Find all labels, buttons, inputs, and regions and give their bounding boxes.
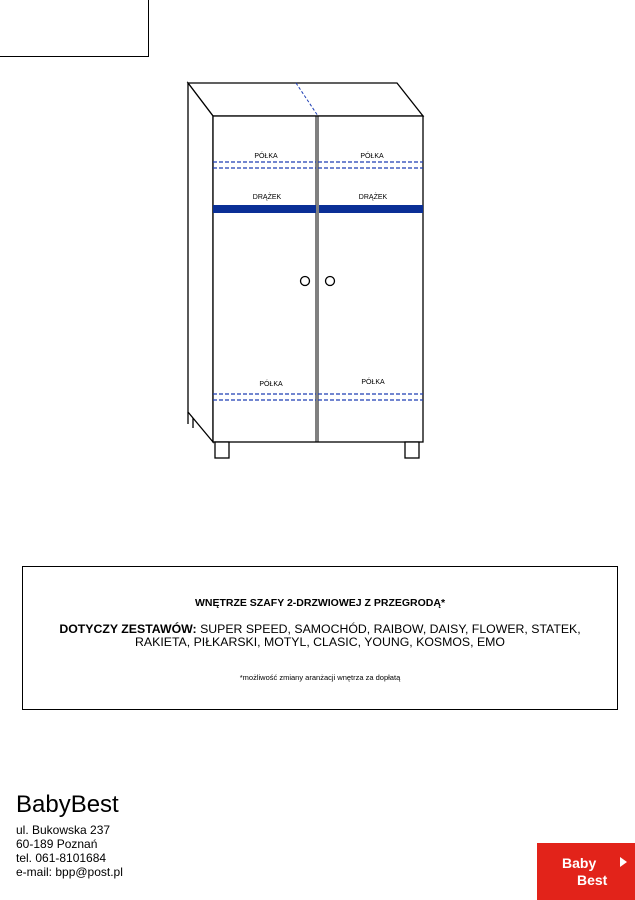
wardrobe-side bbox=[188, 83, 213, 442]
company-street: ul. Bukowska 237 bbox=[16, 823, 111, 837]
label-shelf-bottom-left: PÓŁKA bbox=[259, 381, 283, 388]
company-city: 60-189 Poznań bbox=[16, 837, 98, 851]
wardrobe-top bbox=[188, 83, 423, 116]
info-sets bbox=[33, 623, 607, 649]
babybest-logo bbox=[537, 843, 635, 900]
label-shelf-top-right: PÓŁKA bbox=[360, 153, 384, 160]
company-phone: tel. 061-8101684 bbox=[16, 851, 107, 865]
info-box bbox=[22, 566, 618, 710]
rail-right bbox=[319, 205, 423, 213]
knob-right bbox=[326, 277, 335, 286]
info-title: WNĘTRZE SZAFY 2-DRZWIOWEJ Z PRZEGRODĄ* bbox=[194, 597, 446, 609]
leg-front-left bbox=[215, 442, 229, 458]
label-shelf-top-left: PÓŁKA bbox=[254, 153, 278, 160]
logo-arrow-icon bbox=[620, 857, 627, 867]
company-email: e-mail: bpp@post.pl bbox=[16, 865, 123, 879]
info-note: *możliwość zmiany aranżacji wnętrza za dopłatą bbox=[239, 673, 401, 682]
logo-line2: Best bbox=[577, 872, 608, 888]
leg-front-right bbox=[405, 442, 419, 458]
label-rail-left: DRĄŻEK bbox=[252, 194, 282, 201]
knob-left bbox=[301, 277, 310, 286]
company-address bbox=[16, 792, 123, 879]
label-shelf-bottom-right: PÓŁKA bbox=[361, 379, 385, 386]
info-sets-label: DOTYCZY ZESTAWÓW: bbox=[59, 622, 197, 636]
rail-left bbox=[213, 205, 316, 213]
info-sets-list: SUPER SPEED, SAMOCHÓD, RAIBOW, DAISY, FLOWER, STATEK, RAKIETA, PIŁKARSKI, MOTYL, CLASIC, YOUNG, KOSMOS, EMO bbox=[135, 622, 581, 649]
logo-line1: Baby bbox=[562, 855, 597, 871]
company-name: BabyBest bbox=[16, 791, 119, 818]
label-rail-right: DRĄŻEK bbox=[358, 194, 388, 201]
